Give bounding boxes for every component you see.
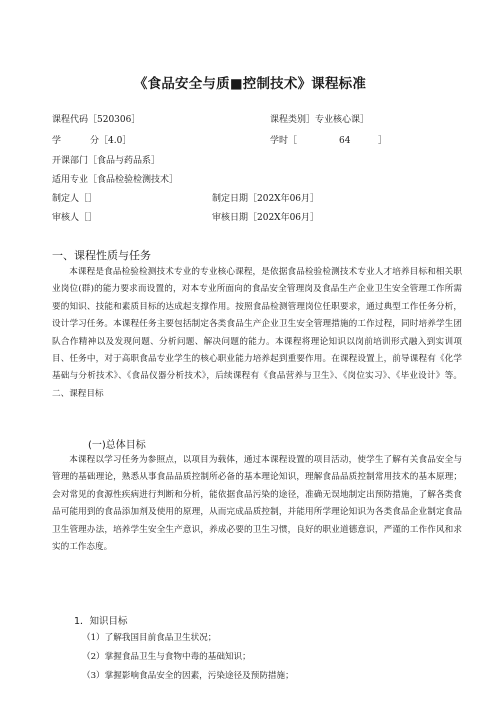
department: 开课部门［食品与药品系］ [52,156,161,166]
review-date: 审核日期［202X年06月］ [212,213,320,223]
list-item: （1）了解我国目前食品卫生状况； [82,633,217,643]
author: 制定人［］ [52,194,98,204]
credit-value: 分［4.0］ [90,136,132,146]
list-item: （3）掌握影响食品安全的因素，污染途径及预防措施； [82,671,294,681]
hours-label: 学时［ [270,136,298,146]
author-date: 制定日期［202X年06月］ [212,194,320,204]
overall-goal-paragraph: 本课程以学习任务为参照点，以项目为载体，通过本课程设置的项目活动，使学生了解有关食品安全与管理的基础理论，熟悉从事食品品质控制所必备的基本理论知识，理解食品品质控制常用技术的基本原理；会对常见的食源性疾病进行判断和分析，能依据食品污染的途径，准确无误地制定出预防措施，了解各类食品可能用到的食品添加剂及使用的原理，从而完成品质控制，并能用所学理论知识为各类食品企业制定食品卫生管理办法，培养学生安全生产意识，养成必要的卫生习惯，良好的职业道德意识，严谨的工作作风和求实的工作态度。 [52,455,462,553]
section-heading-nature: 一、课程性质与任务 [52,249,151,262]
knowledge-goal-heading: 1．知识目标 [74,616,128,627]
credit-label: 学 [52,136,62,146]
major: 适用专业［食品检验检测技术］ [52,175,179,185]
reviewer: 审核人［］ [52,213,98,223]
course-type: 课程类别］专业核心课］ [270,115,370,125]
document-title: 《食品安全与质■控制技术》课程标准 [133,76,367,92]
hours-close: ］ [378,136,388,146]
section-nature-paragraph: 本课程是食品检验检测技术专业的专业核心课程，是依据食品检验检测技术专业人才培养目标和相关职业岗位(群)的能力要求而设置的，对本专业所面向的食品安全管理岗及食品生产企业卫生安全管理工作所需要的知识、技能和素质目标的达成起支撑作用。按照食品检测管理岗位任职要求，通过典型工作任务分析，设计学习任务。本课程任务主要包括制定各类食品生产企业卫生安全管理措施的工作过程，同时培养学生团队合作精神以及发现问题、分析问题、解决问题的能力。本课程将理论知识以岗前培训形式融入到实训项目、任务中，对于高职食品专业学生的核心职业能力培养起到重要作用。在课程设置上，前导课程有《化学基础与分析技术》、《食品仪器分析技术》，后续课程有《食品营养与卫生》、《岗位实习》、《毕业设计》等。二、课程目标 [52,267,462,399]
list-item: （2）掌握食品卫生与食物中毒的基础知识； [82,652,251,662]
subheading-overall-goal: (一)总体目标 [88,440,146,451]
hours-value: 64 [339,136,351,146]
course-code: 课程代码［520306］ [52,115,141,125]
